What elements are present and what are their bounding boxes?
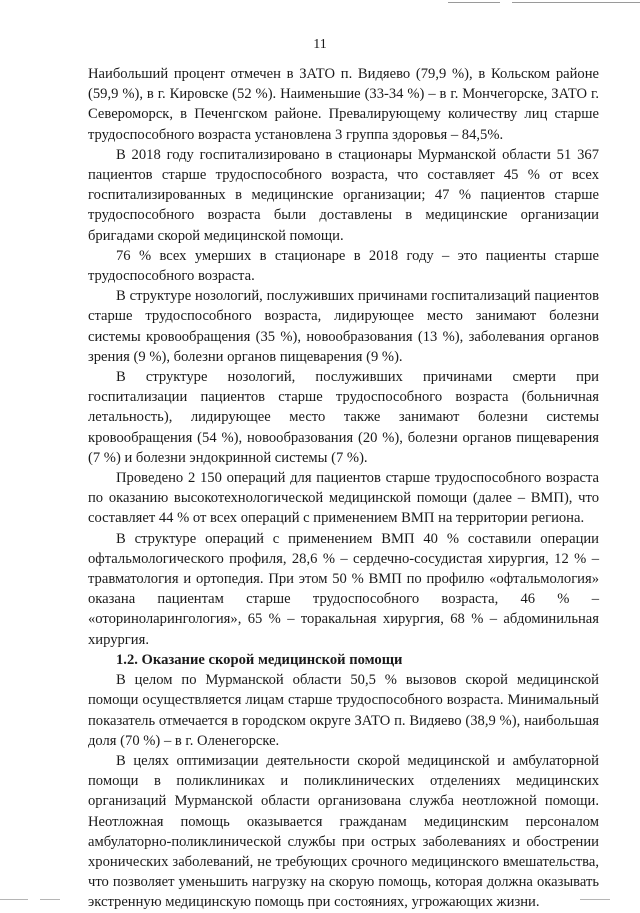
paragraph-hospitalization-2018: В 2018 году госпитализировано в стационары Мурманской области 51 367 пациентов старше трудоспособного возраста, что составляет 45 % от всех госпитализированных в медицинские организации; 47 % пациентов старше трудоспособного возраста были доставлены в медицинские организации бригадами скорой медицинской помощи. (88, 146, 599, 244)
paragraph-vmp-operations: Проведено 2 150 операций для пациентов старше трудоспособного возраста по оказанию высокотехнологической медицинской помощи (далее – ВМП), что составляет 44 % от всех операций с применением ВМП на территории региона. (88, 470, 599, 527)
paragraph-emergency-calls: В целом по Мурманской области 50,5 % вызовов скорой медицинской помощи осуществляется лицам старше трудоспособного возраста. Минимальный показатель отмечается в городском округе ЗАТО п. Видяево (38,9 %), наибольшая доля (70 %) – в г. Оленегорске. (88, 672, 599, 749)
paragraph-hospital-deaths: 76 % всех умерших в стационаре в 2018 году – это пациенты старше трудоспособного возраста. (88, 247, 599, 285)
section-heading-emergency-care: 1.2. Оказание скорой медицинской помощи (116, 651, 403, 668)
document-body (88, 64, 599, 913)
paragraph-urgent-care-service: В целях оптимизации деятельности скорой медицинской и амбулаторной помощи в поликлиниках и поликлинических отделениях медицинских организаций Мурманской области организована служба неотложной помощи. Неотложная помощь оказывается гражданам медицинским персоналом амбулаторно-поликлинической службы при острых заболеваниях и обострении хронических заболеваний, не требующих срочного медицинского вмешательства, что позволяет уменьшить нагрузку на скорую помощь, которая должна оказывать экстренную медицинскую помощь при состояниях, угрожающих жизни. (88, 752, 599, 911)
paragraph-vmp-structure: В структуре операций с применением ВМП 40 % составили операции офтальмологического профиля, 28,6 % – сердечно-сосудистая хирургия, 12 % – травматология и ортопедия. При этом 50 % ВМП по профилю «офтальмология» оказана пациентам старше трудоспособного возраста, 46 % – «оториноларингология», 65 % – торакальная хирургия, 68 % – абдоминильная хирургия. (88, 530, 599, 648)
paragraph-mortality-nosologies: В структуре нозологий, послуживших причинами смерти при госпитализации пациентов старше трудоспособного возраста (больничная летальность), лидирующее место также занимают болезни системы кровообращения (54 %), новообразования (20 %), болезни органов пищеварения (7 %) и болезни эндокринной системы (7 %). (88, 369, 599, 466)
page-number: 11 (313, 37, 327, 52)
scan-top-rule-long (512, 2, 640, 3)
paragraph-vidyaevo-percentages: Наибольший процент отмечен в ЗАТО п. Видяево (79,9 %), в Кольском районе (59,9 %), в г. Кировске (52 %). Наименьшие (33-34 %) – в г. Мончегорске, ЗАТО г. Североморск, в Печенгском районе. Превалирующему количеству лиц старше трудоспособного возраста установлена 3 группа здоровья – 84,5%. (88, 66, 599, 143)
paragraph-hospitalization-nosologies: В структуре нозологий, послуживших причинами госпитализаций пациентов старше трудоспособного возраста, лидирующее место занимают болезни системы кровообращения (35 %), новообразования (13 %), заболевания органов зрения (9 %), болезни органов пищеварения (9 %). (88, 288, 599, 365)
scan-bottom-marks (0, 899, 640, 901)
scan-top-rule (448, 2, 500, 3)
